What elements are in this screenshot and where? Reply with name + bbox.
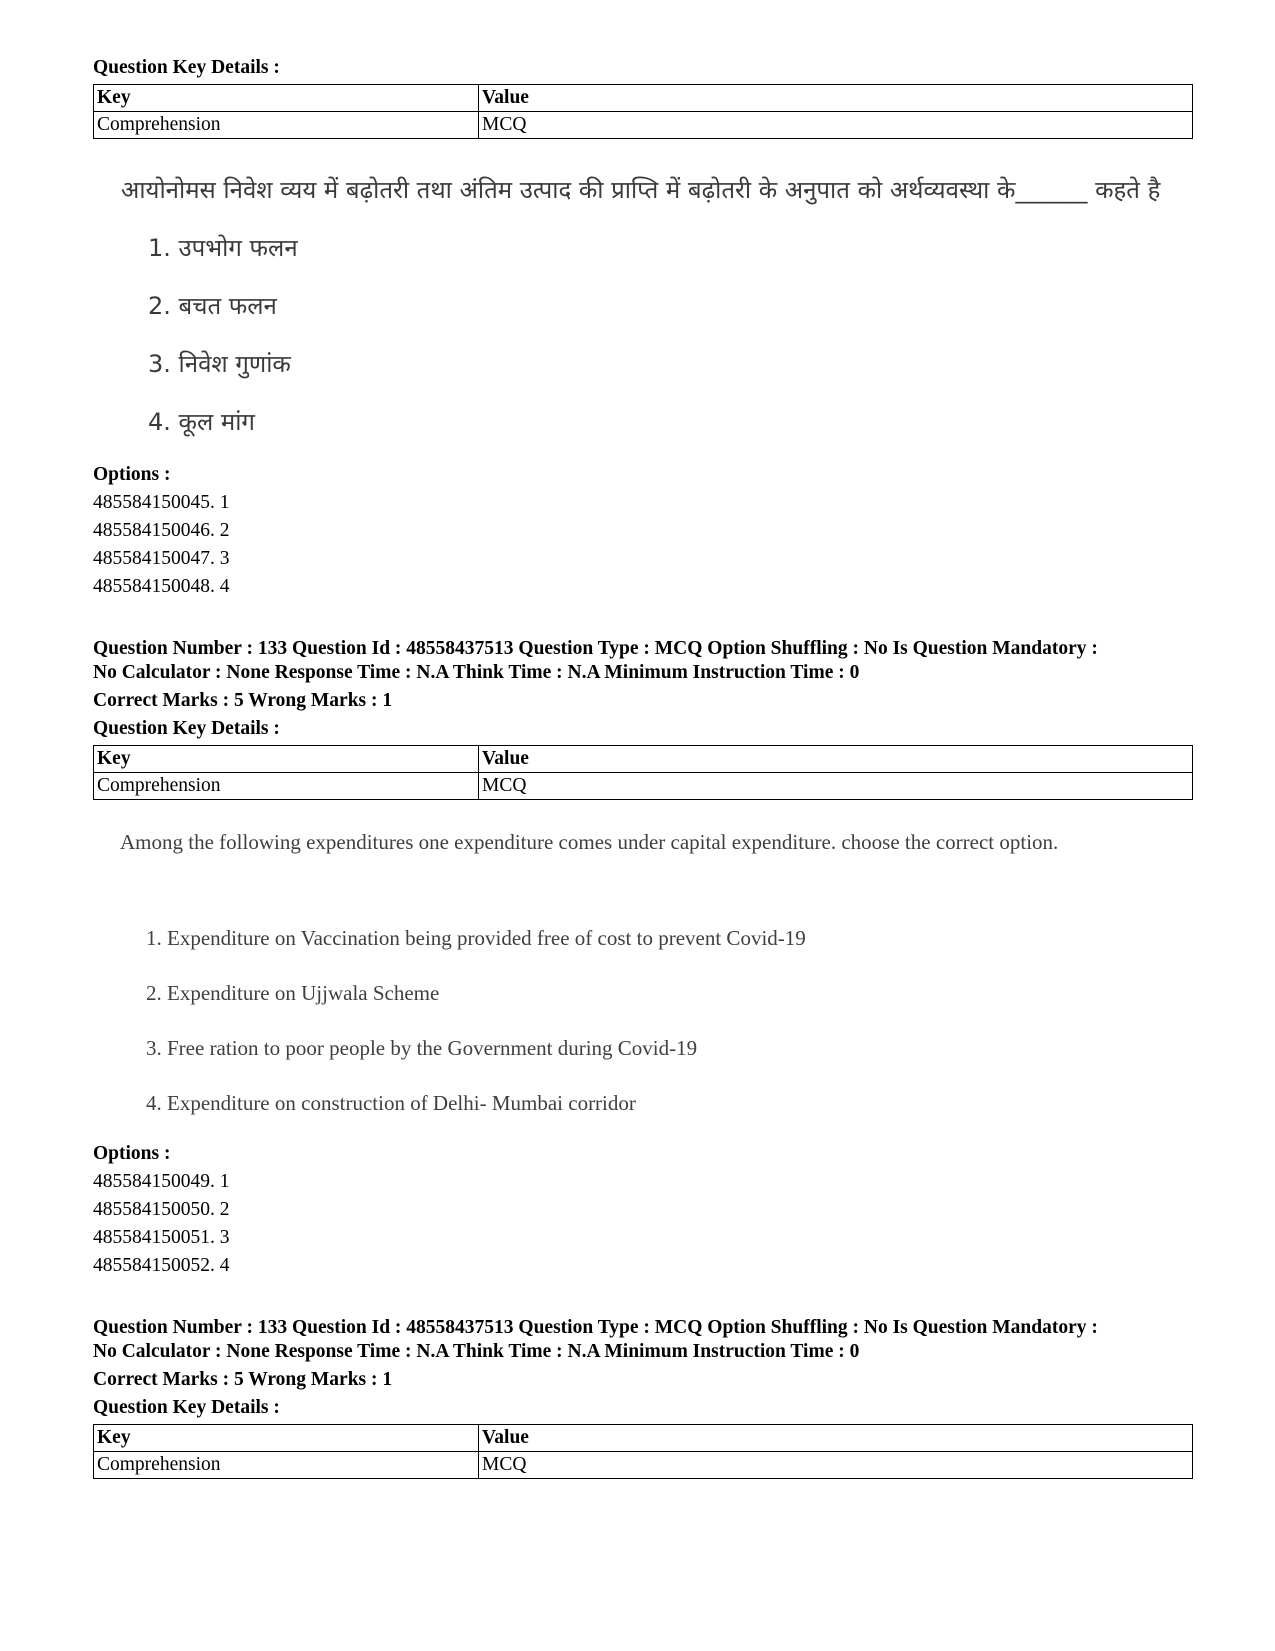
question-option-list: [148, 231, 1193, 463]
table-header-key: Key: [94, 85, 479, 112]
key-details-table: [93, 745, 1193, 800]
key-details-label: Question Key Details :: [93, 1397, 280, 1418]
question-option: 4. Expenditure on construction of Delhi- Mumbai corridor: [146, 1091, 636, 1115]
key-details-table: [93, 1424, 1193, 1479]
question-option-list: [146, 926, 1193, 1146]
table-row: [94, 773, 1193, 800]
question-option: 3. Free ration to poor people by the Government during Covid-19: [146, 1036, 698, 1060]
answer-option: 485584150048. 4: [93, 576, 230, 597]
table-cell-value: MCQ: [479, 773, 1193, 800]
question-option: 3. निवेश गुणांक: [148, 350, 291, 378]
table-header-value: Value: [479, 746, 1193, 773]
question-header-line: No Calculator : None Response Time : N.A Think Time : N.A Minimum Instruction Time : 0: [93, 662, 860, 683]
options-label: Options :: [93, 464, 171, 485]
question-option: 2. बचत फलन: [148, 292, 277, 320]
answer-option: 485584150052. 4: [93, 1255, 230, 1276]
answer-option: 485584150047. 3: [93, 548, 230, 569]
question-option: 2. Expenditure on Ujjwala Scheme: [146, 981, 440, 1005]
answer-option: 485584150046. 2: [93, 520, 230, 541]
table-header-row: [94, 746, 1193, 773]
document-page: [93, 56, 1193, 1479]
options-label: Options :: [93, 1143, 171, 1164]
answer-option-list: [93, 489, 1193, 601]
answer-option-list: [93, 1168, 1193, 1280]
table-cell-key: Comprehension: [94, 773, 479, 800]
answer-option: 485584150051. 3: [93, 1227, 230, 1248]
table-cell-value: MCQ: [479, 1452, 1193, 1479]
table-cell-value: MCQ: [479, 112, 1193, 139]
question-option: 1. Expenditure on Vaccination being provided free of cost to prevent Covid-19: [146, 926, 806, 950]
key-details-label: Question Key Details :: [93, 718, 280, 739]
question-option: 1. उपभोग फलन: [148, 234, 298, 262]
question-text: आयोनोमस निवेश व्यय में बढ़ोतरी तथा अंतिम उत्पाद की प्राप्ति में बढ़ोतरी के अनुपात को अर्थव्यवस्था के______ कहते है: [121, 176, 1161, 204]
question-header-line: No Calculator : None Response Time : N.A Think Time : N.A Minimum Instruction Time : 0: [93, 1341, 860, 1362]
table-header-key: Key: [94, 1425, 479, 1452]
key-details-table: [93, 84, 1193, 139]
table-header-row: [94, 1425, 1193, 1452]
question-text: Among the following expenditures one expenditure comes under capital expenditure. choose the correct option.: [120, 830, 1059, 854]
table-cell-key: Comprehension: [94, 112, 479, 139]
question-header: [93, 637, 1193, 685]
question-header-line: Question Number : 133 Question Id : 48558437513 Question Type : MCQ Option Shuffling : No Is Question Mandatory :: [93, 1317, 1098, 1338]
marks-line: Correct Marks : 5 Wrong Marks : 1: [93, 1369, 393, 1390]
marks-line: Correct Marks : 5 Wrong Marks : 1: [93, 690, 393, 711]
table-row: [94, 112, 1193, 139]
table-header-row: [94, 85, 1193, 112]
answer-option: 485584150049. 1: [93, 1171, 230, 1192]
key-details-label: Question Key Details :: [93, 57, 280, 78]
question-option: 4. कूल मांग: [148, 408, 255, 436]
table-cell-key: Comprehension: [94, 1452, 479, 1479]
answer-option: 485584150050. 2: [93, 1199, 230, 1220]
table-header-value: Value: [479, 85, 1193, 112]
question-header-line: Question Number : 133 Question Id : 48558437513 Question Type : MCQ Option Shuffling : No Is Question Mandatory :: [93, 638, 1098, 659]
table-header-key: Key: [94, 746, 479, 773]
table-header-value: Value: [479, 1425, 1193, 1452]
table-row: [94, 1452, 1193, 1479]
answer-option: 485584150045. 1: [93, 492, 230, 513]
question-header: [93, 1316, 1193, 1364]
